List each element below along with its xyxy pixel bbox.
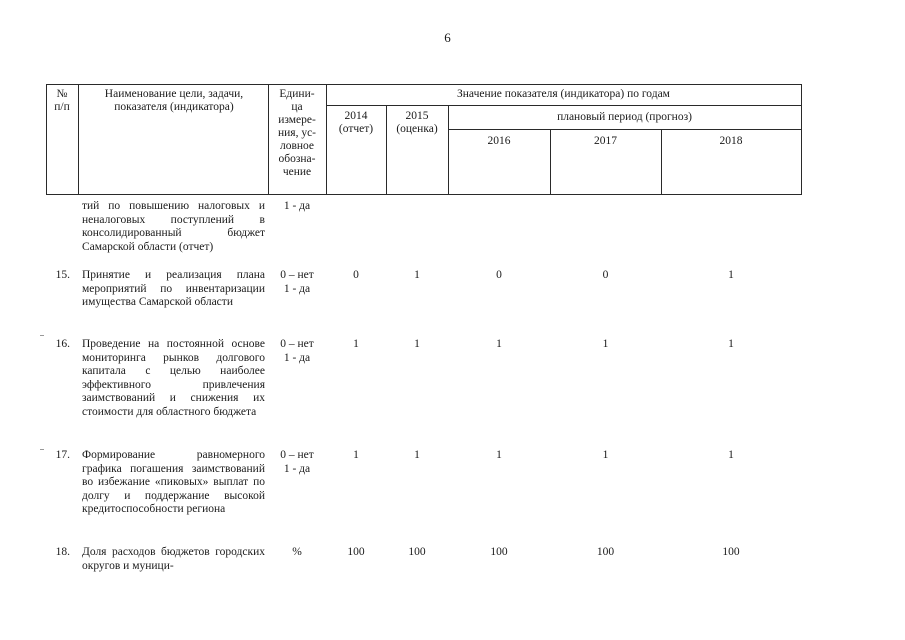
years-divider [326, 105, 801, 106]
value-2016: 100 [490, 546, 508, 558]
value-2015: 1 [414, 269, 420, 281]
value-2017: 100 [596, 546, 615, 558]
value-2017: 0 [602, 269, 609, 281]
value-2014: 100 [347, 546, 365, 558]
row-number: 17. [55, 449, 70, 461]
value-2018: 1 [728, 338, 734, 350]
indicator-name: Принятие и реализация плана мероприятий по инвентаризации имущества Самарской области [82, 269, 265, 309]
row-number: 15. [55, 269, 70, 281]
indicator-name: Доля расходов бюджетов городских округов и муници- [82, 546, 265, 572]
indicator-unit: % [292, 546, 302, 558]
value-2015: 1 [414, 338, 420, 350]
indicator-unit: 0 – нет 1 - да [280, 338, 314, 364]
value-2015: 100 [408, 546, 426, 558]
indicator-name: тий по повышению налоговых и неналоговых поступлений в консолидированный бюджет Самарской области (отчет) [82, 200, 265, 253]
header-2015: 2015 (оценка) [396, 110, 438, 135]
row-number: 18. [55, 546, 70, 558]
scan-mark [40, 335, 44, 336]
page-number: 6 [444, 30, 451, 45]
header-top-border [46, 84, 801, 85]
header-unit: Едини- ца измере- ния, ус- ловное обозна- чение [277, 88, 317, 178]
header-num: № п/п [54, 88, 70, 113]
value-2014: 0 [353, 269, 359, 281]
value-2014: 1 [353, 338, 359, 350]
indicator-name: Формирование равномерного графика погашения заимствований во избежание «пиковых» выплат по долгу и поддержание высокой кредитоспособности региона [82, 449, 265, 516]
col-border-right [801, 84, 802, 195]
value-2014: 1 [353, 449, 359, 461]
value-2017: 1 [602, 338, 609, 350]
header-2017: 2017 [594, 135, 617, 147]
header-2018: 2018 [719, 135, 743, 147]
scan-mark [40, 449, 44, 450]
value-2016: 0 [496, 269, 502, 281]
value-2015: 1 [414, 449, 420, 461]
indicator-unit: 0 – нет 1 - да [280, 269, 314, 295]
indicator-unit: 1 - да [283, 200, 311, 212]
indicator-unit: 0 – нет 1 - да [280, 449, 314, 475]
value-2017: 1 [602, 449, 609, 461]
indicator-name: Проведение на постоянной основе мониторинга рынков долгового капитала с целью наиболее эффективного привлечения заимствований и снижения их стоимости для областного бюджета [82, 338, 265, 418]
header-values-by-year: Значение показателя (индикатора) по годам [457, 88, 670, 100]
header-2014: 2014 (отчет) [338, 110, 374, 135]
header-planned-period: плановый период (прогноз) [557, 111, 692, 123]
header-2016: 2016 [487, 135, 511, 147]
value-2018: 100 [722, 546, 740, 558]
value-2018: 1 [728, 269, 734, 281]
row-number: 16. [55, 338, 70, 350]
value-2016: 1 [496, 338, 502, 350]
planned-divider [448, 129, 801, 130]
col-border-num [78, 84, 79, 195]
value-2018: 1 [728, 449, 734, 461]
header-name: Наименование цели, задачи, показателя (индикатора) [104, 88, 244, 113]
value-2016: 1 [496, 449, 502, 461]
header-bottom-border [46, 194, 801, 195]
